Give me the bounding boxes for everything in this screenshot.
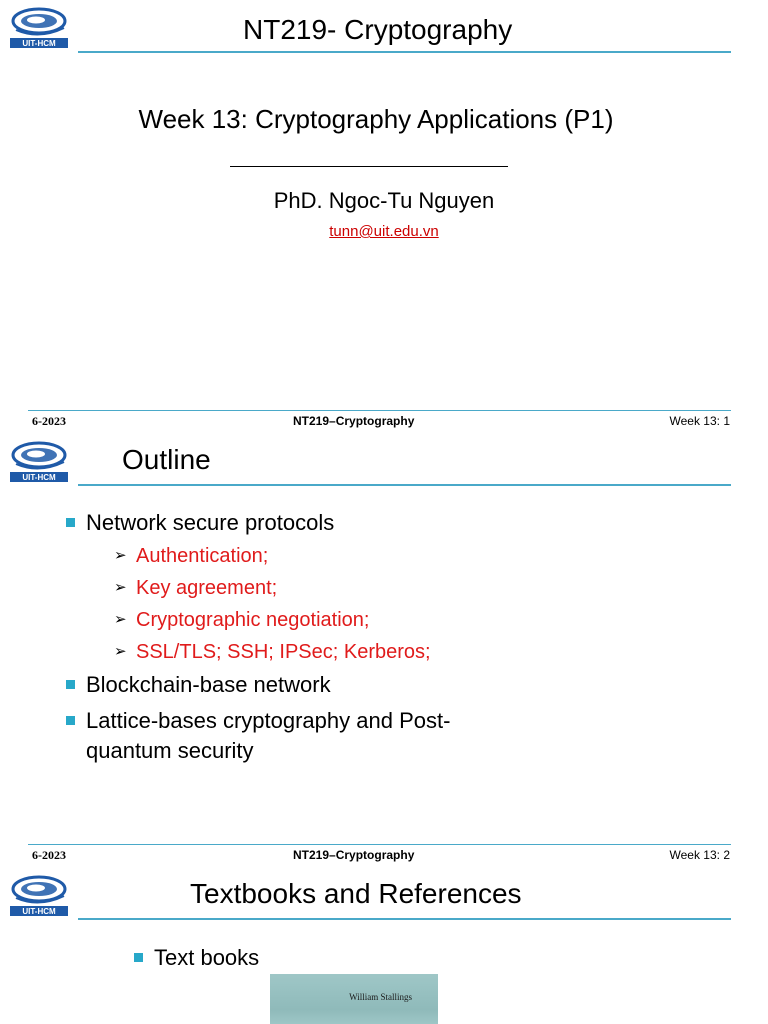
arrow-bullet-icon: ➢ bbox=[114, 579, 127, 596]
author-name: PhD. Ngoc-Tu Nguyen bbox=[273, 188, 495, 213]
list-item bbox=[66, 706, 536, 766]
list-item bbox=[86, 636, 536, 668]
footer-date: 6-2023 bbox=[32, 848, 66, 862]
bullet-text: Blockchain-base network bbox=[86, 672, 331, 697]
sub-bullet-text: SSL/TLS; SSH; IPSec; Kerberos; bbox=[136, 641, 431, 663]
textbooks-title: Textbooks and References bbox=[190, 878, 522, 909]
title-rule bbox=[78, 918, 731, 920]
outline-list bbox=[66, 508, 536, 766]
list-item bbox=[134, 943, 259, 973]
arrow-bullet-icon: ➢ bbox=[114, 643, 127, 660]
bullet-text: Network secure protocols bbox=[86, 510, 335, 535]
square-bullet-icon bbox=[66, 680, 75, 689]
uit-hcm-logo-icon bbox=[6, 4, 72, 52]
arrow-bullet-icon: ➢ bbox=[114, 611, 127, 628]
footer-page-number: Week 13: 2 bbox=[669, 848, 730, 862]
list-item bbox=[66, 670, 536, 700]
book-author: William Stallings bbox=[349, 992, 412, 1002]
footer-course: NT219–Cryptography bbox=[293, 414, 415, 428]
uit-hcm-logo-icon bbox=[6, 872, 72, 920]
square-bullet-icon bbox=[66, 518, 75, 527]
sub-list bbox=[86, 540, 536, 668]
outline-title: Outline bbox=[122, 444, 211, 475]
slide-textbooks bbox=[0, 844, 768, 1024]
slide-outline bbox=[0, 410, 768, 844]
sub-bullet-text: Cryptographic negotiation; bbox=[136, 609, 370, 631]
course-title: NT219- Cryptography bbox=[243, 14, 513, 45]
list-item bbox=[86, 572, 536, 604]
square-bullet-icon bbox=[66, 716, 75, 725]
subtitle-divider bbox=[230, 166, 508, 167]
uit-hcm-logo-icon bbox=[6, 438, 72, 486]
list-item bbox=[86, 540, 536, 572]
sub-bullet-text: Key agreement; bbox=[136, 577, 278, 599]
square-bullet-icon bbox=[134, 953, 143, 962]
textbooks-list bbox=[134, 943, 259, 973]
svg-text:UIT-HCM: UIT-HCM bbox=[22, 473, 56, 482]
title-rule bbox=[78, 51, 731, 53]
author-email-link[interactable]: tunn@uit.edu.vn bbox=[329, 223, 439, 240]
svg-text:UIT-HCM: UIT-HCM bbox=[22, 39, 56, 48]
footer-rule bbox=[28, 410, 731, 411]
title-rule bbox=[78, 484, 731, 486]
lecture-subtitle: Week 13: Cryptography Applications (P1) bbox=[138, 104, 614, 134]
footer-page-number: Week 13: 1 bbox=[669, 414, 730, 428]
bullet-text: Text books bbox=[154, 945, 260, 970]
footer-date: 6-2023 bbox=[32, 414, 66, 428]
svg-text:UIT-HCM: UIT-HCM bbox=[22, 907, 56, 916]
footer-course: NT219–Cryptography bbox=[293, 848, 415, 862]
slide-title bbox=[0, 0, 768, 410]
footer-rule bbox=[28, 844, 731, 845]
bullet-text: Lattice-bases cryptography and Post-quantum security bbox=[86, 708, 451, 763]
list-item bbox=[86, 604, 536, 636]
sub-bullet-text: Authentication; bbox=[136, 545, 269, 567]
book-cover-image bbox=[270, 974, 438, 1024]
list-item bbox=[66, 508, 536, 668]
arrow-bullet-icon: ➢ bbox=[114, 547, 127, 564]
